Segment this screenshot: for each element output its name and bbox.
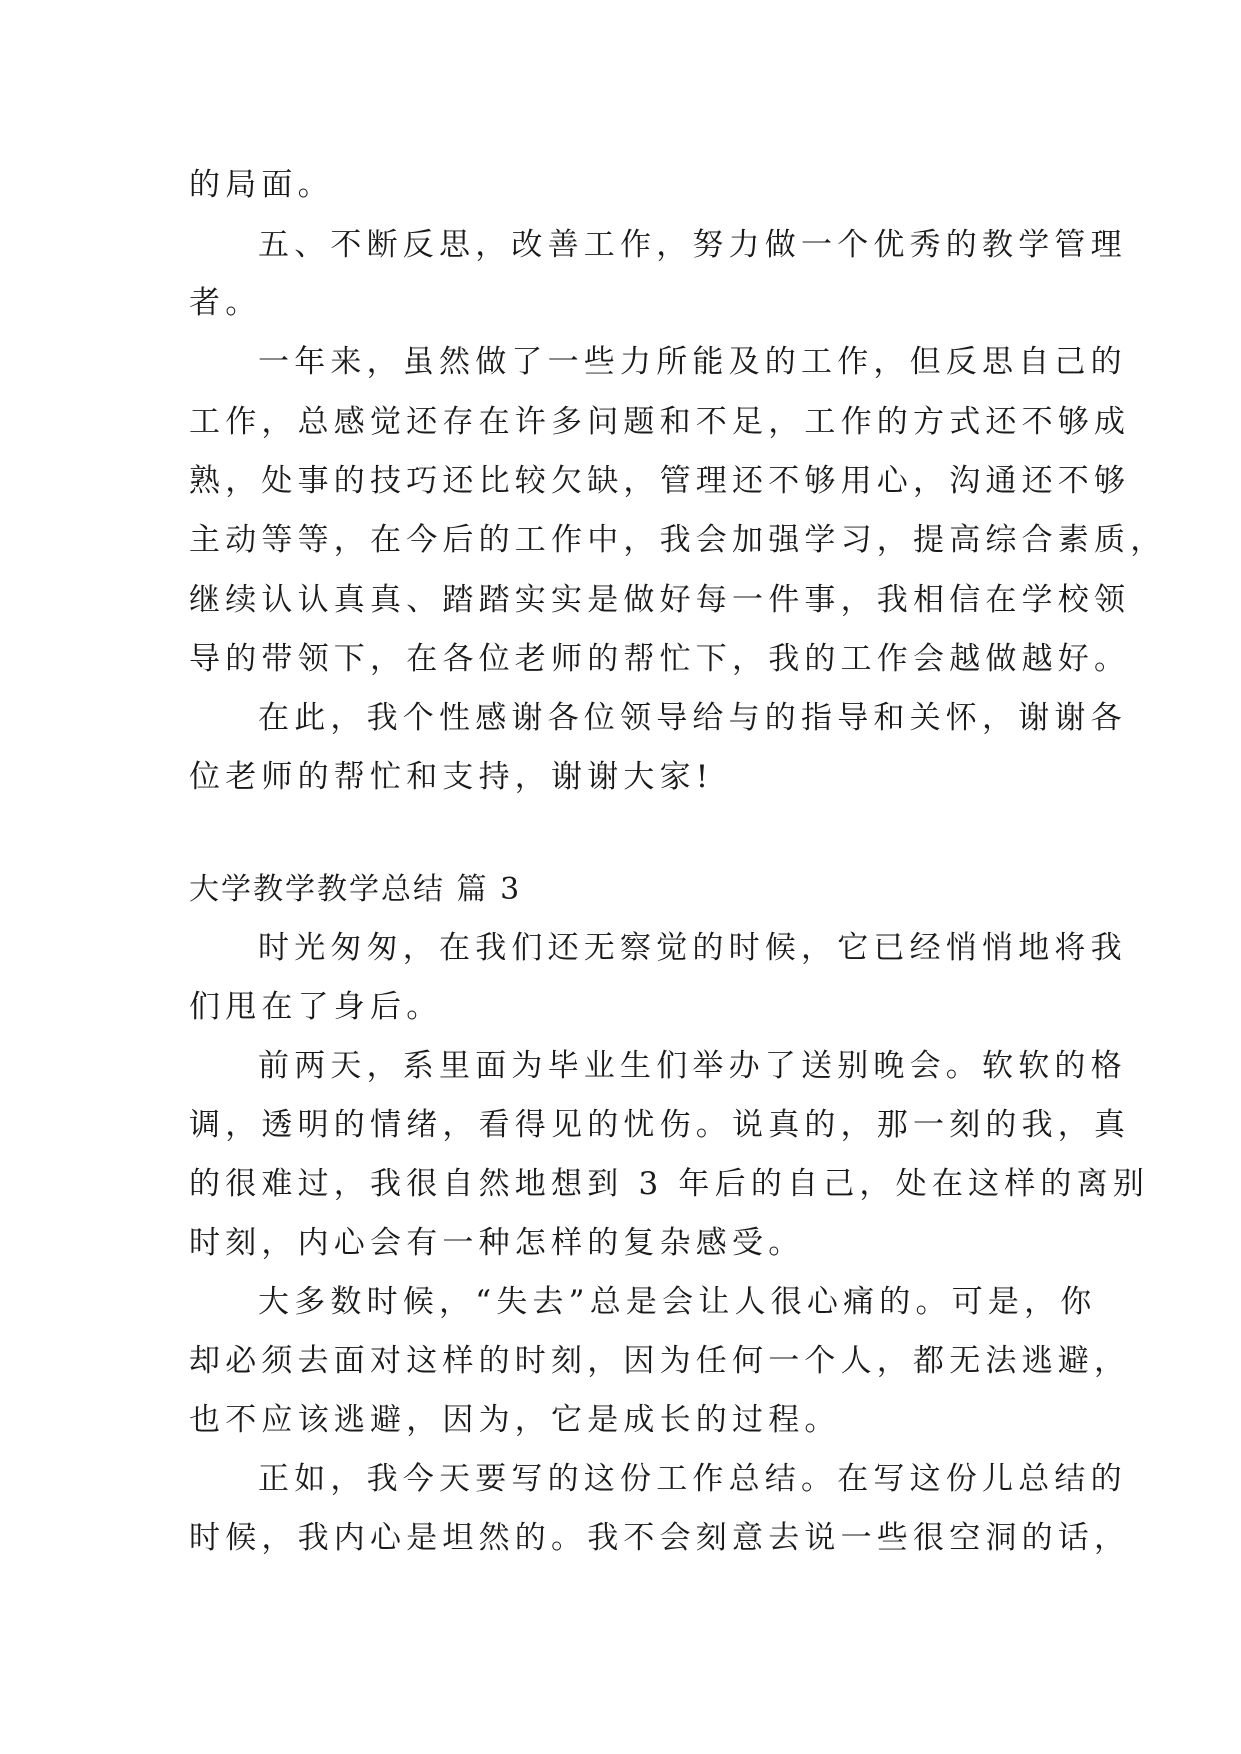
section-heading-line: 五、不断反思，改善工作，努力做一个优秀的教学管理 <box>258 227 1127 263</box>
text-line: 者。 <box>189 285 262 321</box>
paragraph-line: 调，透明的情绪，看得见的忧伤。说真的，那一刻的我，真 <box>189 1107 1131 1143</box>
paragraph-line: 熟，处事的技巧还比较欠缺，管理还不够用心，沟通还不够 <box>189 463 1131 499</box>
paragraph-line: 位老师的帮忙和支持，谢谢大家! <box>189 759 714 795</box>
paragraph-line: 时刻，内心会有一种怎样的复杂感受。 <box>189 1225 805 1261</box>
paragraph-line: 主动等等，在今后的工作中，我会加强学习，提高综合素质， <box>189 522 1167 558</box>
paragraph-line: 也不应该逃避，因为，它是成长的过程。 <box>189 1402 841 1438</box>
paragraph-line: 继续认认真真、踏踏实实是做好每一件事，我相信在学校领 <box>189 582 1131 618</box>
article-title: 大学教学教学总结 篇 3 <box>189 872 522 907</box>
paragraph-line: 在此，我个性感谢各位领导给与的指导和关怀，谢谢各 <box>258 700 1127 736</box>
paragraph-line: 导的带领下，在各位老师的帮忙下，我的工作会越做越好。 <box>189 641 1131 677</box>
paragraph-line: 的很难过，我很自然地想到 3 年后的自己，处在这样的离别 <box>189 1166 1150 1202</box>
text-line: 的局面。 <box>189 167 334 203</box>
paragraph-line: 时候，我内心是坦然的。我不会刻意去说一些很空洞的话， <box>189 1520 1131 1556</box>
paragraph-line: 前两天，系里面为毕业生们举办了送别晚会。软软的格 <box>258 1048 1127 1084</box>
paragraph-line: 时光匆匆，在我们还无察觉的时候，它已经悄悄地将我 <box>258 930 1127 966</box>
paragraph-line: 们甩在了身后。 <box>189 989 443 1025</box>
paragraph-line: 却必须去面对这样的时刻，因为任何一个人，都无法逃避， <box>189 1343 1131 1379</box>
paragraph-line: 大多数时候，“失去”总是会让人很心痛的。可是，你 <box>258 1284 1097 1320</box>
paragraph-line: 正如，我今天要写的这份工作总结。在写这份儿总结的 <box>258 1461 1127 1497</box>
paragraph-line: 工作，总感觉还存在许多问题和不足，工作的方式还不够成 <box>189 404 1131 440</box>
paragraph-line: 一年来，虽然做了一些力所能及的工作，但反思自己的 <box>258 344 1127 380</box>
